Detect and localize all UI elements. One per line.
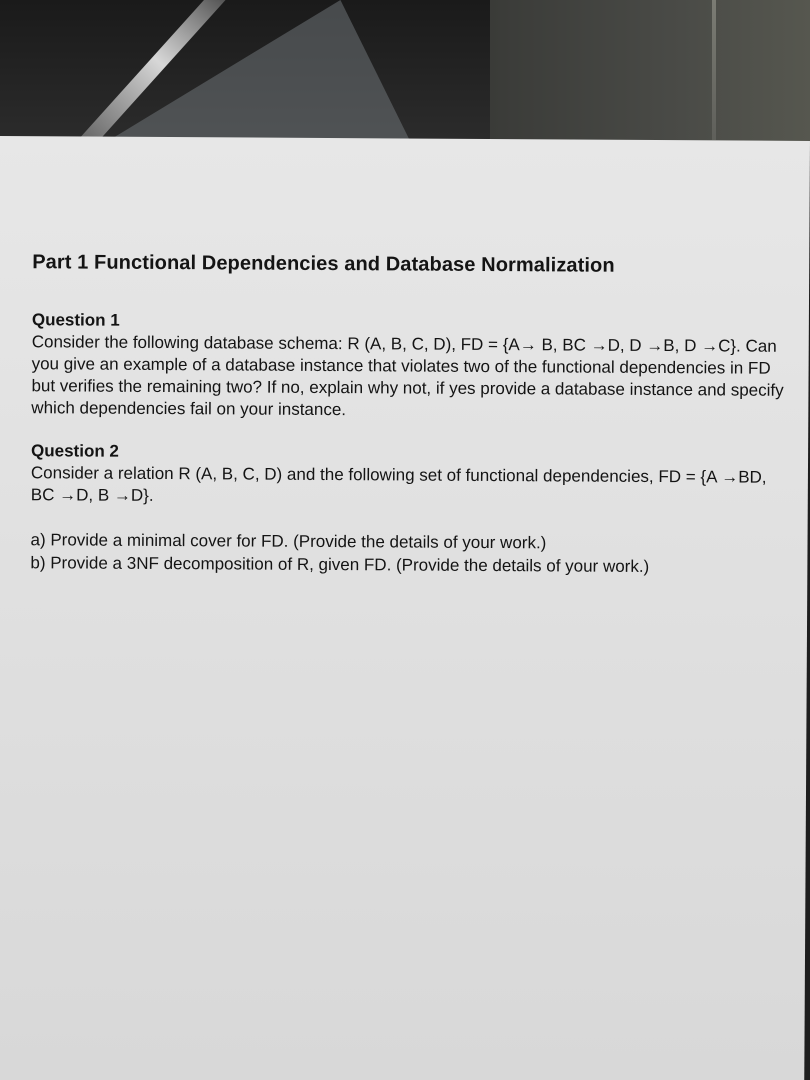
paper-sheet [0, 136, 810, 1080]
question-2-part-b: b) Provide a 3NF decomposition of R, given FD. (Provide the details of your work.) [30, 553, 650, 576]
question-2-parts [30, 528, 790, 579]
part-title: Part 1 Functional Dependencies and Database Normalization [32, 251, 615, 277]
background-surface [490, 0, 810, 150]
background-edge [712, 0, 716, 140]
question-2 [30, 441, 791, 579]
question-1-title: Question 1 [31, 310, 120, 330]
question-2-title: Question 2 [31, 441, 119, 461]
document-content [30, 251, 792, 601]
question-2-part-a: a) Provide a minimal cover for FD. (Provide the details of your work.) [30, 530, 547, 553]
question-1 [31, 310, 792, 424]
question-1-text: Consider the following database schema: R (A, B, C, D), FD = {A→ B, BC →D, D →B, D →C}. Can you give an example of a database instance that violates two of the functional dependencies in FD but verifies the remaining two? If no, explain why not, if yes provide a database instance and specify which dependencies fail on your instance. [31, 332, 784, 420]
question-2-text: Consider a relation R (A, B, C, D) and the following set of functional dependencies, FD = {A →BD, BC →D, B →D}. [30, 463, 767, 505]
